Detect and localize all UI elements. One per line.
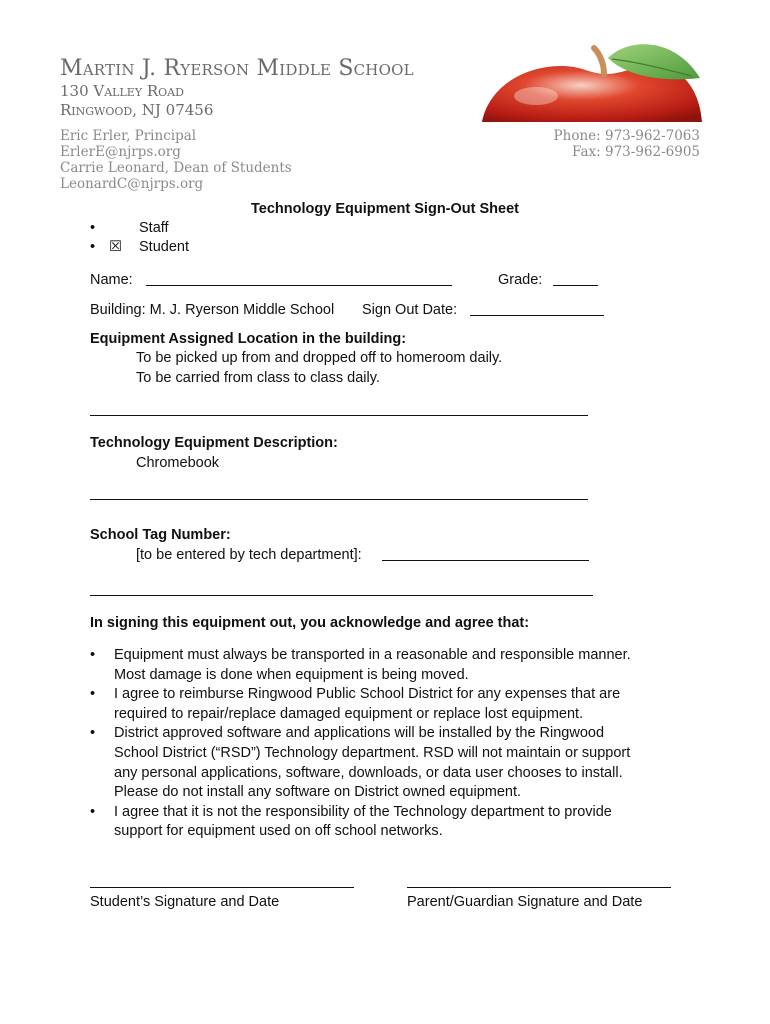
term-item — [90, 724, 690, 802]
location-option-homeroom[interactable]: To be picked up from and dropped off to homeroom daily. — [136, 350, 503, 366]
term-bullet: • — [90, 803, 96, 820]
role-bullet-staff: • — [90, 220, 96, 236]
location-divider — [90, 415, 588, 416]
dean-email: LeonardC@njrps.org — [60, 176, 204, 192]
address-line-2: Ringwood, NJ 07456 — [60, 101, 214, 119]
tag-divider — [90, 595, 593, 596]
form-title: Technology Equipment Sign-Out Sheet — [251, 201, 519, 217]
term-line: School District (“RSD”) Technology department. RSD will not maintain or support — [114, 744, 631, 761]
sign-out-date-line[interactable] — [470, 315, 604, 316]
fax-number: Fax: 973-962-6905 — [572, 144, 700, 160]
role-option-staff[interactable]: Staff — [139, 220, 169, 236]
term-line: support for equipment used on off school networks. — [114, 823, 443, 840]
building-label: Building: M. J. Ryerson Middle School — [90, 302, 335, 318]
term-line: I agree that it is not the responsibility of the Technology department to provide — [114, 803, 612, 820]
phone-number: Phone: 973-962-7063 — [553, 128, 700, 144]
school-name: Martin J. Ryerson Middle School — [60, 56, 414, 81]
parent-signature-label: Parent/Guardian Signature and Date — [407, 894, 643, 910]
location-option-carried[interactable]: To be carried from class to class daily. — [136, 370, 380, 386]
description-heading: Technology Equipment Description: — [90, 435, 338, 451]
term-item — [90, 646, 690, 685]
tag-heading: School Tag Number: — [90, 527, 231, 543]
role-option-student[interactable]: Student — [139, 239, 189, 255]
grade-field-line[interactable] — [553, 285, 598, 286]
grade-label: Grade: — [498, 272, 543, 288]
name-label: Name: — [90, 272, 133, 288]
principal-email: ErlerE@njrps.org — [60, 144, 181, 160]
parent-signature-line[interactable] — [407, 887, 671, 888]
role-bullet-student: • — [90, 239, 96, 255]
principal-name: Eric Erler, Principal — [60, 128, 197, 144]
term-line: required to repair/replace damaged equipment or replace lost equipment. — [114, 705, 584, 722]
term-line: Please do not install any software on District owned equipment. — [114, 784, 522, 801]
sign-out-date-label: Sign Out Date: — [362, 302, 458, 318]
location-heading: Equipment Assigned Location in the building: — [90, 331, 407, 347]
term-line: I agree to reimburse Ringwood Public School District for any expenses that are — [114, 686, 621, 703]
term-item — [90, 803, 690, 842]
student-signature-line[interactable] — [90, 887, 354, 888]
agreement-heading: In signing this equipment out, you acknowledge and agree that: — [90, 615, 530, 631]
term-bullet: • — [90, 725, 96, 742]
description-divider — [90, 499, 588, 500]
term-bullet: • — [90, 686, 96, 703]
dean-name: Carrie Leonard, Dean of Students — [60, 160, 292, 176]
term-line: District approved software and applications will be installed by the Ringwood — [114, 725, 605, 742]
student-checkbox[interactable]: ☒ — [109, 239, 122, 255]
term-bullet: • — [90, 647, 96, 663]
term-line: any personal applications, software, downloads, or data user chooses to install. — [114, 764, 623, 781]
tag-number-line[interactable] — [382, 560, 589, 561]
tag-note: [to be entered by tech department]: — [136, 547, 362, 563]
terms-list — [90, 646, 690, 842]
term-line: Equipment must always be transported in a reasonable and responsible manner. — [114, 647, 631, 663]
term-item — [90, 685, 690, 724]
student-signature-label: Student’s Signature and Date — [90, 894, 280, 910]
address-line-1: 130 Valley Road — [60, 82, 184, 100]
term-line: Most damage is done when equipment is being moved. — [114, 666, 469, 683]
apple-logo — [478, 38, 704, 130]
description-value: Chromebook — [136, 455, 220, 471]
name-field-line[interactable] — [146, 285, 452, 286]
